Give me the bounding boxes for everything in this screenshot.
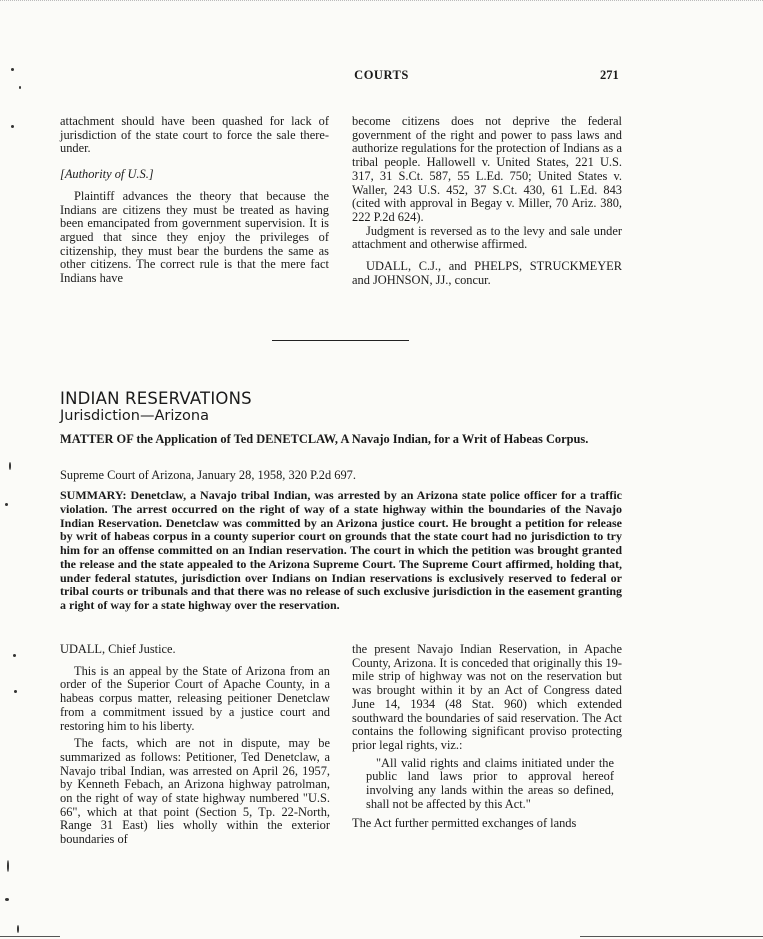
margin-speck <box>11 125 14 128</box>
summary-label: SUMMARY: <box>60 488 127 502</box>
paragraph-concur: UDALL, C.J., and PHELPS, STRUCKMEYER and JOHNSON, JJ., concur. <box>352 259 622 287</box>
margin-speck <box>13 654 16 657</box>
top-left-column <box>60 115 329 286</box>
section-subtitle: Jurisdiction—Arizona <box>60 408 209 424</box>
running-header: COURTS <box>354 68 409 82</box>
margin-speck <box>14 690 17 693</box>
headnote-authority: [Authority of U.S.] <box>60 167 154 182</box>
margin-speck <box>17 925 19 933</box>
margin-speck <box>19 86 21 89</box>
opinion-right-column <box>352 643 622 831</box>
top-right-column <box>352 115 622 287</box>
opinion-left-column <box>60 643 330 847</box>
paragraph-facts: The facts, which are not in dispute, may be summarized as follows: Petitioner, Ted Denetclaw, a Navajo tribal Indian, was arrested on April 26, 1957, by Kenneth Febach, an Arizona highway patrolman, on the right of way of state highway numbered "U.S. 66", which at that point (Section 5, Tp. 22-North, Range 31 East) lies wholly within the exterior boundaries of <box>60 736 330 847</box>
paragraph-act-further: The Act further permitted exchanges of lands <box>352 816 577 831</box>
section-divider <box>272 340 409 341</box>
margin-speck <box>5 503 8 506</box>
page-number: 271 <box>600 68 619 82</box>
margin-speck <box>11 68 14 71</box>
paragraph-citizens: become citizens does not deprive the federal government of the right and power to pass laws and authorize regulations for the protection of Indians as a tribal people. Hallowell v. United States, 221 U.S. 317, 31 S.Ct. 587, 55 L.Ed. 750; United States v. Waller, 243 U.S. 452, 37 S.Ct. 430, 61 L.Ed. 843 (cited with approval in Begay v. Miller, 70 Ariz. 380, 222 P.2d 624). <box>352 114 622 224</box>
quoted-proviso: "All valid rights and claims initiated under the public land laws prior to approval hereof involving any lands within the areas so defined, shall not be affected by this Act." <box>366 755 614 811</box>
bottom-edge-line <box>580 936 763 937</box>
paragraph-attachment: attachment should have been quashed for lack of jurisdiction of the state court to force the sale there-under. <box>60 114 329 156</box>
bottom-edge-line <box>0 936 60 937</box>
paragraph-judgment: Judgment is reversed as to the levy and sale under attachment and otherwise affirmed. <box>352 223 622 252</box>
paragraph-reservation: the present Navajo Indian Reservation, in Apache County, Arizona. It is conceded that originally this 19-mile strip of highway was not on the reservation but was brought within it by an Act of Congress dated June 14, 1934 (48 Stat. 960) which extended southward the boundaries of said reservation. The Act contains the following significant proviso protecting prior legal rights, viz.: <box>352 642 622 752</box>
top-edge-dots <box>0 0 763 4</box>
opinion-author: UDALL, Chief Justice. <box>60 642 176 656</box>
margin-speck <box>9 462 11 470</box>
margin-speck <box>5 898 9 901</box>
section-title: INDIAN RESERVATIONS <box>60 389 252 408</box>
case-caption: MATTER OF the Application of Ted DENETCLAW, A Navajo Indian, for a Writ of Habeas Corpus. <box>60 432 589 446</box>
margin-speck <box>7 860 9 872</box>
paragraph-appeal: This is an appeal by the State of Arizona from an order of the Superior Court of Apache County, in a habeas corpus matter, releasing peitioner Denetclaw from a commitment issued by a justice court and restoring him to his liberty. <box>60 663 330 733</box>
case-citation: Supreme Court of Arizona, January 28, 1958, 320 P.2d 697. <box>60 468 356 482</box>
paragraph-plaintiff: Plaintiff advances the theory that because the Indians are citizens they must be treated as having been emancipated from government supervision. It is argued that since they enjoy the privileges of citizenship, they must bear the burdens the same as other citizens. The correct rule is that the mere fact Indians have <box>60 188 329 286</box>
case-summary <box>60 489 622 613</box>
summary-text: Denetclaw, a Navajo tribal Indian, was arrested by an Arizona state police officer for a traffic violation. The arrest occurred on the right of way of a state highway within the boundaries of the Navajo Indian Reservation. Denetclaw was committed by an Arizona justice court. He brought a petition for release by writ of habeas corpus in a county superior court on grounds that the state court had no jurisdiction to try him for an offense committed on an Indian reservation. The court in which the petition was brought granted the release and the state appealed to the Arizona Supreme Court. The Supreme Court affirmed, holding that, under federal statutes, jurisdiction over Indians on Indian reservations is exclusively reserved to federal or tribal courts or tribunals and that there was no release of such exclusive jurisdiction in the easement granting a right of way for a state highway over the reservation. <box>60 488 623 612</box>
